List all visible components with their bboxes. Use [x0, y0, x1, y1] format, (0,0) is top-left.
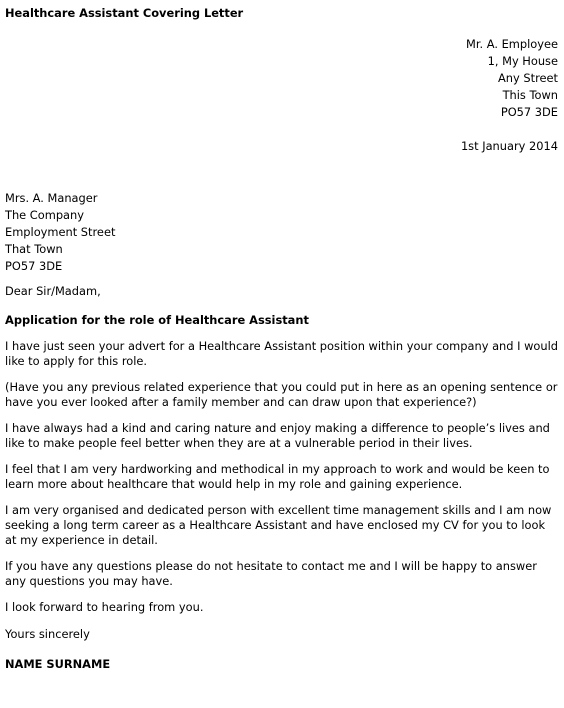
body-paragraph: I have just seen your advert for a Healthcare Assistant position within your company and I would like to apply for this role.	[5, 339, 559, 368]
sender-name: Mr. A. Employee	[466, 37, 558, 51]
recipient-address-line: That Town	[5, 242, 63, 256]
body-paragraph: If you have any questions please do not hesitate to contact me and I will be happy to answer any questions you may have.	[5, 559, 537, 588]
recipient-postcode: PO57 3DE	[5, 259, 63, 273]
sender-address-line: This Town	[502, 88, 558, 102]
subject-line: Application for the role of Healthcare Assistant	[5, 313, 309, 327]
sender-postcode: PO57 3DE	[500, 105, 558, 119]
body-paragraph: I am very organised and dedicated person with excellent time management skills and I am now seeking a long term career as a Healthcare Assistant and have enclosed my CV for you to look at my experience in detail.	[5, 503, 552, 547]
body-paragraph: I look forward to hearing from you.	[5, 600, 204, 614]
sender-address-line: Any Street	[498, 71, 558, 85]
recipient-address-line: Employment Street	[5, 225, 116, 239]
salutation: Dear Sir/Madam,	[5, 284, 101, 298]
letter-date: 1st January 2014	[460, 139, 558, 153]
body-paragraph: (Have you any previous related experience that you could put in here as an opening sentence or have you ever looked after a family member and can draw upon that experience?)	[5, 380, 558, 409]
letter-title: Healthcare Assistant Covering Letter	[5, 6, 244, 20]
signature-name: NAME SURNAME	[5, 657, 111, 671]
sender-address	[5, 36, 558, 121]
recipient-name: Mrs. A. Manager	[5, 191, 98, 205]
closing: Yours sincerely	[5, 627, 90, 641]
covering-letter	[5, 0, 558, 673]
recipient-address	[5, 190, 558, 275]
body-paragraph: I feel that I am very hardworking and methodical in my approach to work and would be keen to learn more about healthcare that would help in my role and gaining experience.	[5, 462, 550, 491]
recipient-address-line: The Company	[5, 208, 84, 222]
body-paragraph: I have always had a kind and caring nature and enjoy making a difference to people’s lives and like to make people feel better when they are at a vulnerable period in their lives.	[5, 421, 550, 450]
sender-address-line: 1, My House	[487, 54, 558, 68]
